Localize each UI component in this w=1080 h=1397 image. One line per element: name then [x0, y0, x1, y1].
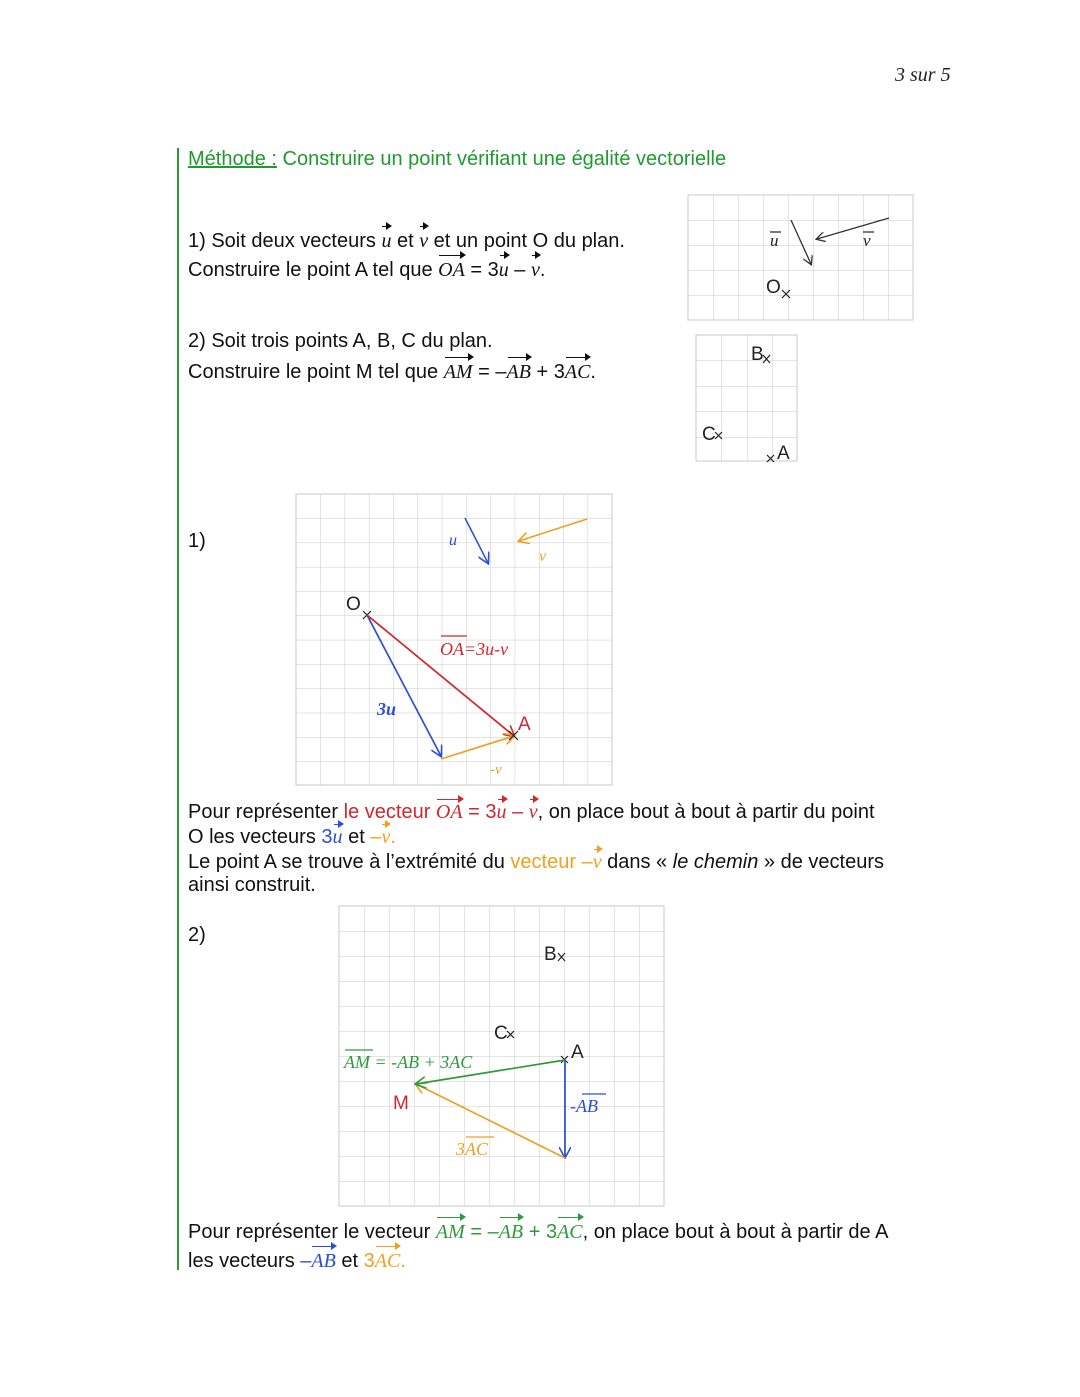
method-title-text: Construire un point vérifiant une égalité vectorielle — [276, 148, 727, 170]
label-oa-equation: OA=3u-v — [440, 639, 509, 659]
exercise1-line2: Construire le point A tel que OA = 3u – v. — [188, 254, 545, 285]
solution2-text-line1: Pour représenter le vecteur AM = –AB + 3AC, on place bout à bout à partir de A — [188, 1216, 888, 1247]
label-a: A — [571, 1042, 584, 1063]
label-c: C — [494, 1023, 508, 1044]
exercise2-line1: 2) Soit trois points A, B, C du plan. — [188, 330, 493, 352]
label-v: v — [863, 231, 871, 250]
label-a: A — [777, 443, 790, 464]
vector-am: AM — [444, 356, 473, 387]
label-c: C — [702, 424, 716, 445]
label-b: B — [751, 344, 764, 365]
solution1-text-line1: Pour représenter le vecteur OA = 3u – v, on place bout à bout à partir du point — [188, 798, 875, 825]
label-o: O — [766, 277, 781, 298]
solution1-figure — [295, 493, 615, 788]
label-minus-v: -v — [490, 762, 502, 778]
vector-v: v — [419, 225, 428, 256]
solution2-label: 2) — [188, 924, 206, 946]
label-3ac: 3AC — [456, 1139, 489, 1159]
solution1-text-line3: Le point A se trouve à l’extrémité du vecteur –v dans « le chemin » de vecteurs — [188, 848, 884, 875]
vector-ac: AC — [565, 356, 591, 387]
solution1-text-line2: O les vecteurs 3u et –v. — [188, 823, 396, 850]
label-a: A — [518, 714, 531, 735]
label-b: B — [544, 944, 557, 965]
figure-exercise1-grid — [687, 193, 917, 323]
exercise1-line1: 1) Soit deux vecteurs u et v et un point O du plan. — [188, 225, 625, 256]
solution2-text-line2: les vecteurs –AB et 3AC. — [188, 1245, 406, 1276]
grid-background — [688, 195, 913, 320]
method-title — [188, 148, 726, 171]
label-v: v — [539, 548, 547, 565]
vector-oa: OA — [438, 254, 465, 285]
method-title-label: Méthode : — [188, 148, 277, 170]
label-m: M — [393, 1093, 409, 1114]
label-u: u — [770, 231, 779, 250]
vector-ab: AB — [507, 356, 531, 387]
solution1-text-line4: ainsi construit. — [188, 874, 316, 896]
label-o: O — [346, 594, 361, 615]
label-minus-ab: -AB — [570, 1096, 598, 1116]
label-3u: 3u — [377, 699, 397, 719]
vector-u: u — [381, 225, 391, 256]
page-number: 3 sur 5 — [895, 64, 951, 86]
exercise2-line2: Construire le point M tel que AM = –AB + 3AC. — [188, 356, 596, 387]
method-margin-rule — [177, 148, 179, 1270]
figure-exercise2-grid — [695, 333, 800, 464]
label-am-equation: AM = -AB + 3AC — [344, 1052, 473, 1072]
solution1-label: 1) — [188, 530, 206, 552]
label-u: u — [449, 532, 457, 549]
solution2-figure — [338, 905, 668, 1210]
